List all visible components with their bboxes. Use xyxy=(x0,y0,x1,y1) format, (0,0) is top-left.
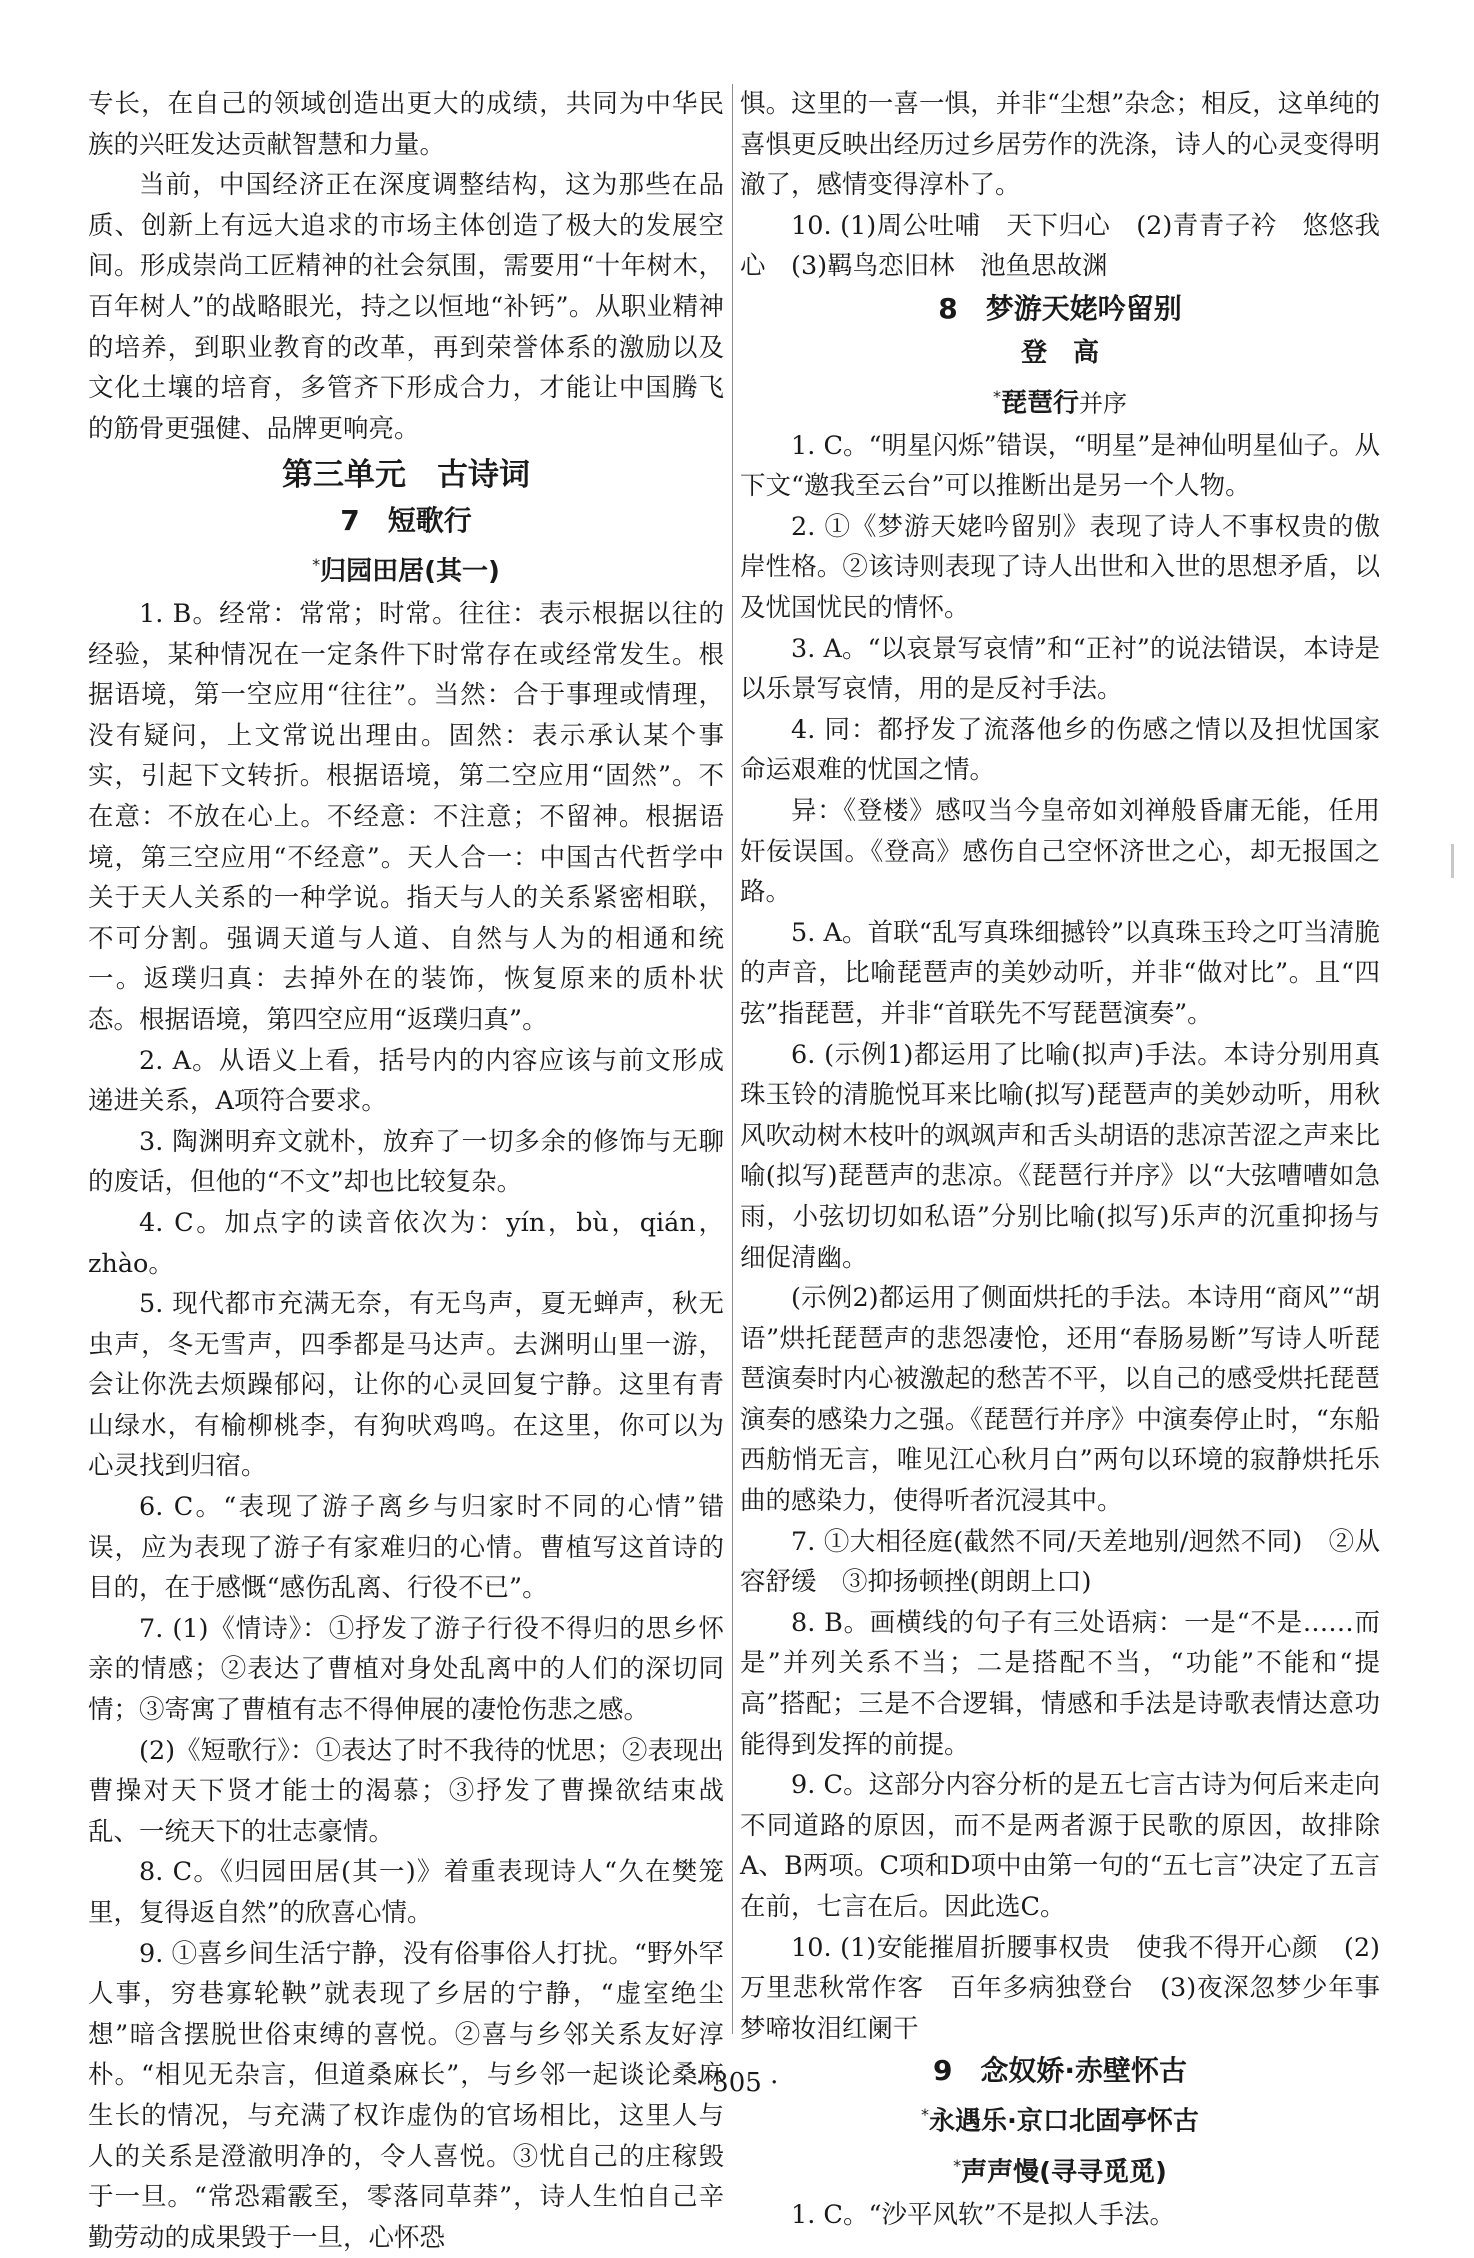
paragraph: 当前，中国经济正在深度调整结构，这为那些在品质、创新上有远大追求的市场主体创造了极大的发展空间。形成崇尚工匠精神的社会氛围，需要用“十年树木，百年树人”的战略眼光，持之以恒地“补钙”。从职业精神的培养，到职业教育的改革，再到荣誉体系的激励以及文化土壤的培育，多管齐下形成合力，才能让中国腾飞的筋骨更强健、品牌更响亮。 xyxy=(88,170,724,444)
answer: 5. 现代都市充满无奈，有无鸟声，夏无蝉声，秋无虫声，冬无雪声，四季都是马达声。去渊明山里一游，会让你洗去烦躁郁闷，让你的心灵回复宁静。这里有青山绿水，有榆柳桃李，有狗吠鸡鸣。在这里，你可以为心灵找到归宿。 xyxy=(88,1289,724,1482)
answer: 10. (1)周公吐哺 天下归心 (2)青青子衿 悠悠我心 (3)羁鸟恋旧林 池鱼思故渊 xyxy=(740,210,1380,282)
lesson-subtitle: 登 高 xyxy=(1020,337,1099,368)
answer: 2. A。从语义上看，括号内的内容应该与前文形成递进关系，A项符合要求。 xyxy=(88,1045,724,1117)
answer: 4. 同：都抒发了流落他乡的伤感之情以及担忧国家命运艰难的忧国之情。 xyxy=(740,714,1380,786)
subtitle-text: 声声慢(寻寻觅觅) xyxy=(961,2157,1167,2188)
answer: 8. B。画横线的句子有三处语病：一是“不是……而是”并列关系不当；二是搭配不当，“功能”不能和“提高”搭配；三是不合逻辑，情感和手法是诗歌表情达意功能得到发挥的前提。 xyxy=(740,1607,1380,1760)
lesson-subtitle xyxy=(740,375,1380,426)
lesson-title: 8 梦游天姥吟留别 xyxy=(938,291,1182,325)
answer: 10. (1)安能摧眉折腰事权贵 使我不得开心颜 (2)万里悲秋常作客 百年多病独登台 (3)夜深忽梦少年事 梦啼妆泪红阑干 xyxy=(740,1932,1406,2044)
paragraph: 专长，在自己的领域创造出更大的成绩，共同为中华民族的兴旺发达贡献智慧和力量。 xyxy=(88,89,724,160)
answer: 9. ①喜乡间生活宁静，没有俗事俗人打扰。“野外罕人事，穷巷寡轮鞅”就表现了乡居的宁静，“虚室绝尘想”暗含摆脱世俗束缚的喜悦。②喜与乡邻关系友好淳朴。“相见无杂言，但道桑麻长”，与乡邻一起谈论桑麻生长的情况，与充满了权诈虚伪的官场相比，这里人与人的关系是澄澈明净的，令人喜悦。③忧自己的庄稼毁于一旦。“常恐霜霰至，零落同草莽”，诗人生怕自己辛勤劳动的成果毁于一旦，心怀恐 xyxy=(88,1938,724,2253)
answer: 5. A。首联“乱写真珠细撼铃”以真珠玉玲之叮当清脆的声音，比喻琵琶声的美妙动听，并非“做对比”。且“四弦”指琵琶，并非“首联先不写琵琶演奏”。 xyxy=(740,917,1380,1029)
answer: 1. C。“沙平风软”不是拟人手法。 xyxy=(791,2199,1176,2230)
answer: 7. (1)《情诗》：①抒发了游子行役不得归的思乡怀亲的情感；②表达了曹植对身处乱离中的人们的深切同情；③寄寓了曹植有志不得伸展的凄怆伤悲之感。 xyxy=(88,1613,724,1726)
answer: 6. (示例1)都运用了比喻(拟声)手法。本诗分别用真珠玉铃的清脆悦耳来比喻(拟写)琵琶声的美妙动听，用秋风吹动树木枝叶的飒飒声和舌头胡语的悲凉苦涩之声来比喻(拟写)琵琶声的悲凉。《琵琶行并序》以“大弦嘈嘈如急雨，小弦切切如私语”分别比喻(拟写)乐声的沉重抑扬与细促清幽。 xyxy=(740,1039,1380,1273)
answer: 1. C。“明星闪烁”错误，“明星”是神仙明星仙子。从下文“邀我至云台”可以推断出是另一个人物。 xyxy=(740,430,1380,502)
subtitle-text: 归园田居(其一) xyxy=(320,557,500,587)
answer: 7. ①大相径庭(截然不同/天差地别/迥然不同) ②从容舒缓 ③抑扬顿挫(朗朗上口) xyxy=(740,1526,1380,1598)
lesson-subtitle xyxy=(740,2093,1380,2144)
answer: (示例2)都运用了侧面烘托的手法。本诗用“商风”“胡语”烘托琵琶声的悲怨凄怆，还用“春肠易断”写诗人听琵琶演奏时内心被激起的愁苦不平，以自己的感受烘托琵琶演奏的感染力之强。《琵琶行并序》中演奏停止时，“东船西舫悄无言，唯见江心秋月白”两句以环境的寂静烘托乐曲的感染力，使得听者沉浸其中。 xyxy=(740,1283,1380,1517)
answer: (2)《短歌行》：①表达了时不我待的忧思；②表现出曹操对天下贤才能士的渴慕；③抒发了曹操欲结束战乱、一统天下的壮志豪情。 xyxy=(88,1735,724,1847)
star-mark: * xyxy=(921,2105,930,2125)
answer: 9. C。这部分内容分析的是五七言古诗为何后来走向不同道路的原因，而不是两者源于民歌的原因，故排除A、B两项。C项和D项中由第一句的“五七言”决定了五言在前，七言在后。因此选C。 xyxy=(740,1770,1380,1922)
answer: 异：《登楼》感叹当今皇帝如刘禅般昏庸无能，任用奸佞误国。《登高》感伤自己空怀济世之心，却无报国之路。 xyxy=(740,795,1380,908)
edge-mark xyxy=(1451,844,1454,878)
right-column xyxy=(740,84,1406,2235)
answer: 1. B。经常：常常；时常。往往：表示根据以往的经验，某种情况在一定条件下时常存在或经常发生。根据语境，第一空应用“往往”。当然：合于事理或情理，没有疑问，上文常说出理由。固然：表示承认某个事实，引起下文转折。根据语境，第二空应用“固然”。不在意：不放在心上。不经意：不注意；不留神。根据语境，第三空应用“不经意”。天人合一：中国古代哲学中关于天人关系的一种学说。指天与人的关系紧密相联，不可分割。强调天道与人道、自然与人为的相通和统一。返璞归真：去掉外在的装饰，恢复原来的质朴状态。根据语境，第四空应用“返璞归真”。 xyxy=(88,599,724,1035)
subtitle-suffix: 并序 xyxy=(1079,389,1127,418)
lesson-subtitle xyxy=(740,2144,1380,2195)
subtitle-text: 琵琶行 xyxy=(1000,388,1079,419)
answer: 4. C。加点字的读音依次为：yín，bù，qián，zhào。 xyxy=(88,1207,724,1279)
page-number: · 305 · xyxy=(695,2068,779,2098)
answer: 3. A。“以哀景写哀情”和“正衬”的说法错误，本诗是以乐景写哀情，用的是反衬手法。 xyxy=(740,633,1380,705)
paragraph: 惧。这里的一喜一惧，并非“尘想”杂念；相反，这单纯的喜惧更反映出经历过乡居劳作的洗涤，诗人的心灵变得明澈了，感情变得淳朴了。 xyxy=(740,89,1380,201)
star-mark: * xyxy=(953,2156,962,2176)
unit-title: 第三单元 古诗词 xyxy=(282,457,530,494)
answer: 6. C。“表现了游子离乡与归家时不同的心情”错误，应为表现了游子有家难归的心情。曹植写这首诗的目的，在于感慨“感伤乱离、行役不已”。 xyxy=(88,1492,724,1604)
lesson-subtitle xyxy=(88,543,724,594)
answer: 2. ①《梦游天姥吟留别》表现了诗人不事权贵的傲岸性格。②该诗则表现了诗人出世和入世的思想矛盾，以及忧国忧民的情怀。 xyxy=(740,511,1380,623)
star-mark: * xyxy=(992,386,1001,406)
left-column xyxy=(88,84,724,2258)
star-mark: * xyxy=(312,555,321,575)
lesson-title: 7 短歌行 xyxy=(340,504,472,538)
lesson-title: 9 念奴娇·赤壁怀古 xyxy=(932,2054,1188,2088)
answer: 3. 陶渊明弃文就朴，放弃了一切多余的修饰与无聊的废话，但他的“不文”却也比较复杂。 xyxy=(88,1126,724,1198)
subtitle-text: 永遇乐·京口北固亭怀古 xyxy=(929,2107,1199,2138)
answer: 8. C。《归园田居(其一)》着重表现诗人“久在樊笼里，复得返自然”的欣喜心情。 xyxy=(88,1857,724,1928)
column-divider xyxy=(732,84,733,2034)
